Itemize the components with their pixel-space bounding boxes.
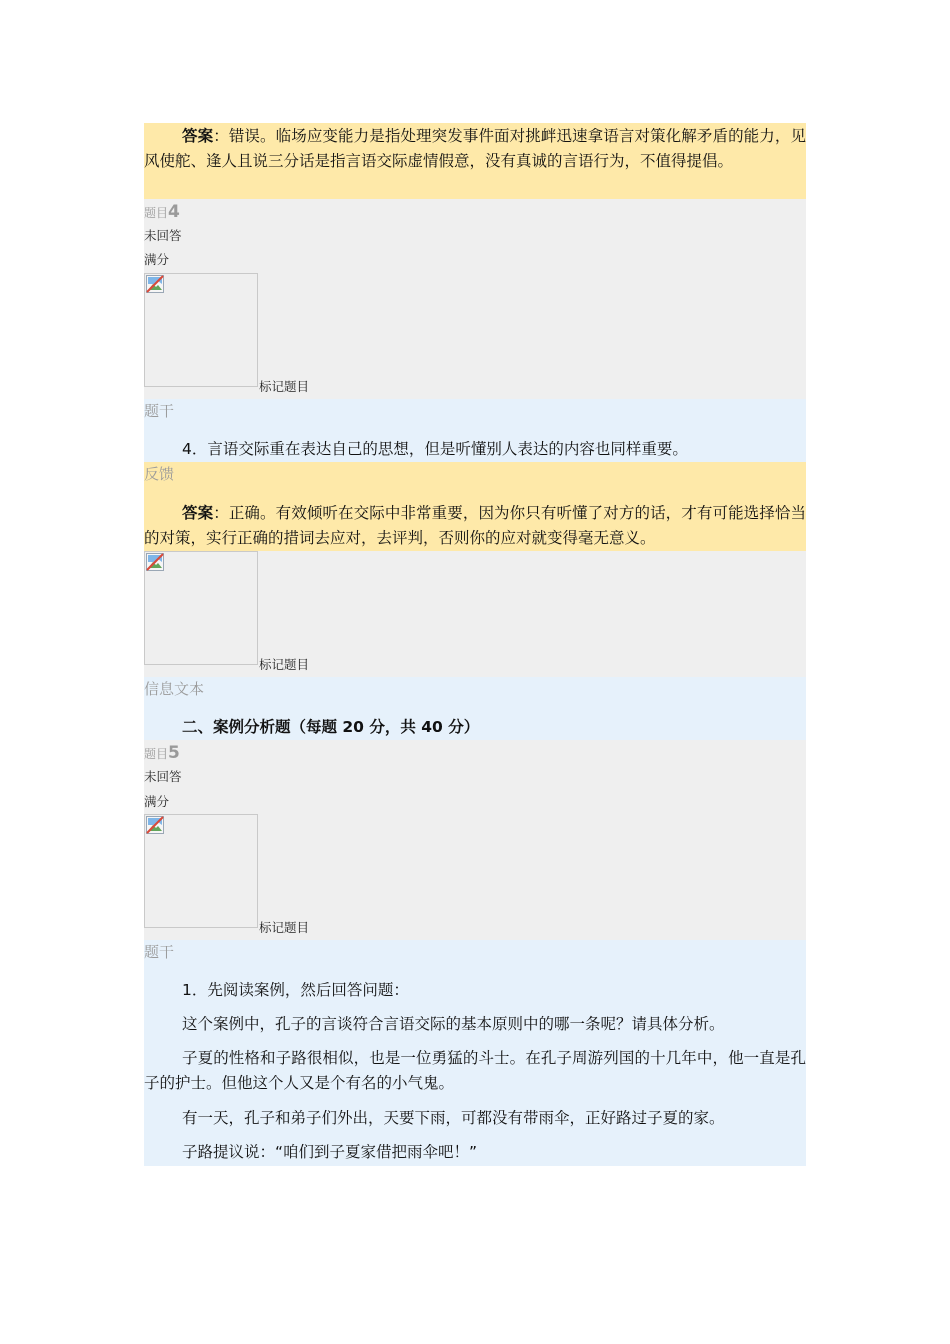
info-text-content	[144, 677, 806, 740]
flag-question-button[interactable]	[144, 273, 258, 387]
question-text: 4．言语交际重在表达自己的思想，但是听懂别人表达的内容也同样重要。	[182, 440, 688, 458]
feedback-label: 反馈	[144, 465, 175, 483]
stem-paragraph: 子夏的性格和子路很相似，也是一位勇猛的斗士。在孔子周游列国的十几年中，他一直是孔子的护士。但他这个人又是个有名的小气鬼。	[144, 1049, 806, 1092]
flag-question-button[interactable]	[144, 551, 258, 665]
section-heading: 二、案例分析题（每题 20 分，共 40 分）	[182, 718, 480, 736]
flag-question-label[interactable]: 标记题目	[259, 920, 310, 935]
stem-paragraph: 子路提议说：“咱们到子夏家借把雨伞吧！”	[182, 1143, 478, 1161]
stem-label: 题干	[144, 402, 175, 420]
feedback-answer-text	[144, 501, 806, 551]
question-status: 未回答	[144, 769, 182, 784]
answer-prefix: 答案	[182, 504, 214, 522]
question-3-feedback	[144, 123, 806, 199]
answer-body: ：正确。有效倾听在交际中非常重要，因为你只有听懂了对方的话，才有可能选择恰当的对策，实行正确的措词去应对，去评判，否则你的应对就变得毫无意义。	[144, 504, 806, 547]
question-score: 满分	[144, 794, 170, 809]
question-5-info	[144, 740, 806, 940]
question-5-stem	[144, 940, 806, 1166]
question-score: 满分	[144, 252, 170, 267]
stem-paragraph: 1．先阅读案例，然后回答问题：	[182, 981, 409, 999]
flag-question-button[interactable]	[144, 814, 258, 928]
question-4-feedback	[144, 462, 806, 551]
question-number-label: 题目5	[144, 743, 180, 763]
question-4-stem	[144, 399, 806, 462]
question-status: 未回答	[144, 228, 182, 243]
broken-image-icon	[146, 816, 164, 834]
question-number: 5	[168, 743, 180, 763]
answer-body: ：错误。临场应变能力是指处理突发事件面对挑衅迅速拿语言对策化解矛盾的能力，见风使舵、逢人且说三分话是指言语交际虚情假意，没有真诚的言语行为，不值得提倡。	[144, 127, 806, 170]
info-text-label: 信息文本	[144, 680, 205, 698]
answer-prefix: 答案	[182, 127, 214, 145]
feedback-answer-text	[144, 124, 806, 174]
stem-paragraph: 这个案例中，孔子的言谈符合言语交际的基本原则中的哪一条呢？请具体分析。	[182, 1015, 725, 1033]
stem-paragraph: 有一天，孔子和弟子们外出，天要下雨，可都没有带雨伞，正好路过子夏的家。	[182, 1109, 725, 1127]
info-text-flag-area	[144, 551, 806, 677]
flag-question-label[interactable]: 标记题目	[259, 379, 310, 394]
quiz-review-column	[144, 0, 806, 1344]
question-number-label: 题目4	[144, 202, 180, 222]
flag-question-label[interactable]: 标记题目	[259, 657, 310, 672]
broken-image-icon	[146, 275, 164, 293]
broken-image-icon	[146, 553, 164, 571]
stem-label: 题干	[144, 943, 175, 961]
question-4-info	[144, 199, 806, 399]
question-number: 4	[168, 202, 180, 222]
